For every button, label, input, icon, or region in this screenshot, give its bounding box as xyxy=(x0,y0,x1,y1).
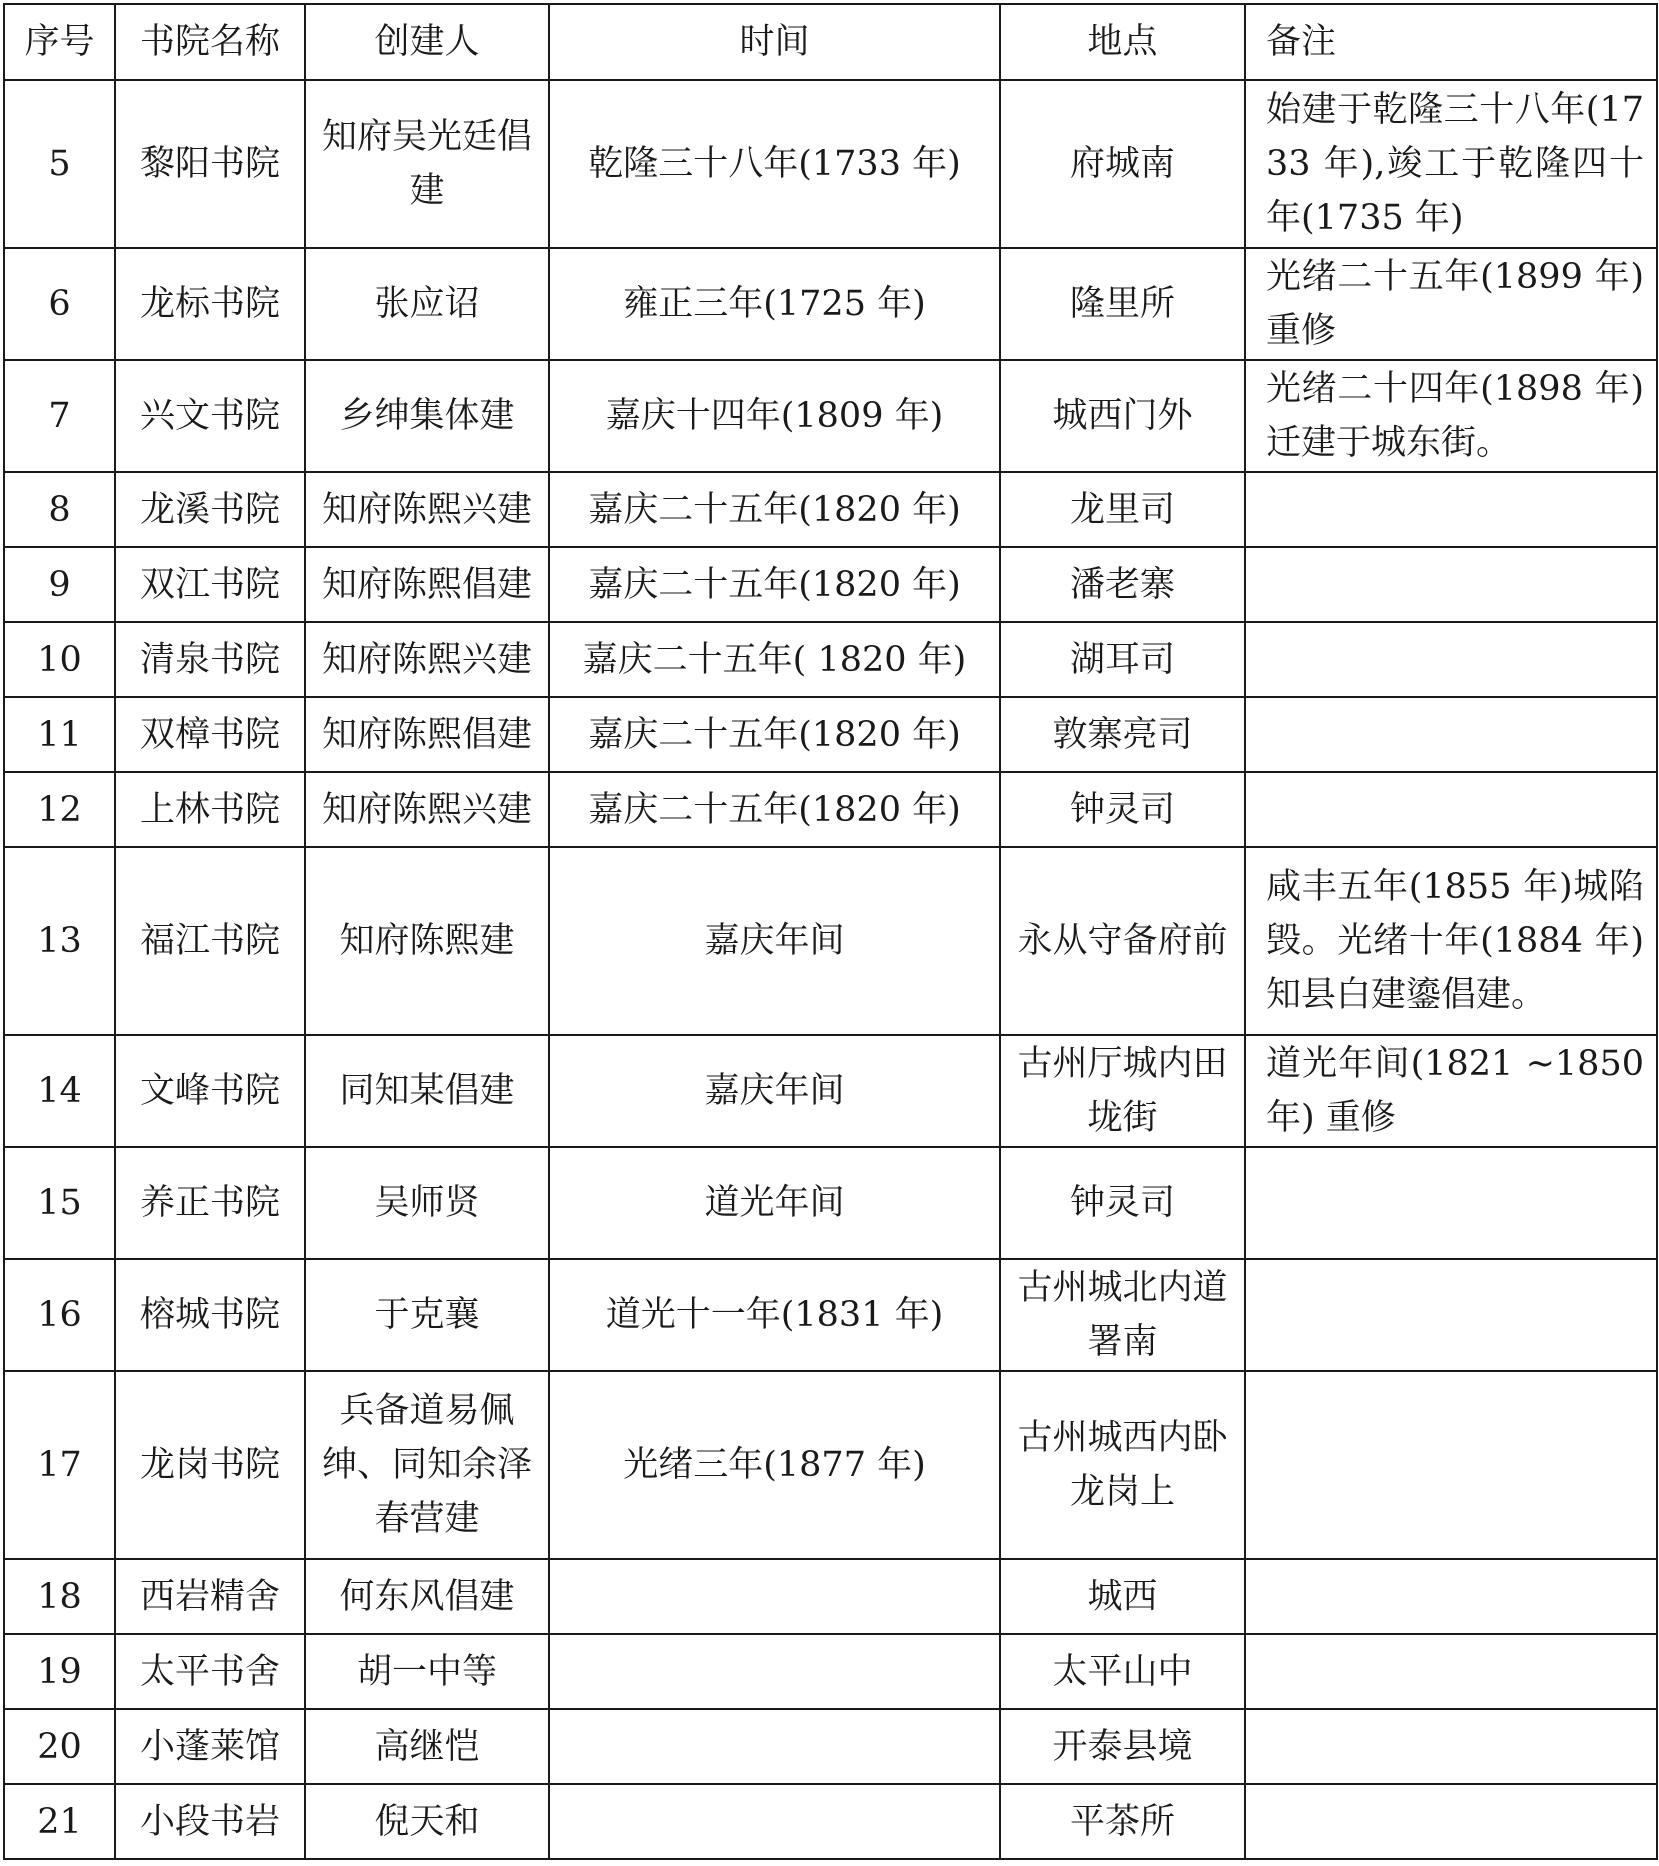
cell-founder: 知府陈熙建 xyxy=(305,847,549,1035)
cell-time: 嘉庆二十五年( 1820 年) xyxy=(549,622,1000,697)
cell-time: 嘉庆十四年(1809 年) xyxy=(549,360,1000,472)
cell-founder: 何东风倡建 xyxy=(305,1559,549,1634)
cell-no: 8 xyxy=(4,472,115,547)
cell-name: 西岩精舍 xyxy=(115,1559,305,1634)
cell-founder: 吴师贤 xyxy=(305,1147,549,1259)
cell-no: 12 xyxy=(4,772,115,847)
cell-no: 7 xyxy=(4,360,115,472)
table-row xyxy=(4,1259,1657,1371)
cell-place: 府城南 xyxy=(1000,80,1245,248)
header-no: 序号 xyxy=(4,4,115,80)
cell-note xyxy=(1245,1559,1657,1634)
header-place: 地点 xyxy=(1000,4,1245,80)
table-row xyxy=(4,547,1657,622)
cell-time: 嘉庆年间 xyxy=(549,1035,1000,1147)
cell-note xyxy=(1245,772,1657,847)
table-row xyxy=(4,472,1657,547)
cell-note xyxy=(1245,1147,1657,1259)
cell-note: 光绪二十五年(1899 年)重修 xyxy=(1245,248,1657,360)
cell-founder: 知府陈熙兴建 xyxy=(305,472,549,547)
cell-name: 太平书舍 xyxy=(115,1634,305,1709)
cell-name: 兴文书院 xyxy=(115,360,305,472)
cell-no: 13 xyxy=(4,847,115,1035)
cell-no: 15 xyxy=(4,1147,115,1259)
cell-note: 光绪二十四年(1898 年)迁建于城东街。 xyxy=(1245,360,1657,472)
table-container xyxy=(3,3,1658,1860)
cell-note: 始建于乾隆三十八年(1733 年),竣工于乾隆四十年(1735 年) xyxy=(1245,80,1657,248)
cell-no: 17 xyxy=(4,1371,115,1559)
cell-founder: 胡一中等 xyxy=(305,1634,549,1709)
cell-no: 19 xyxy=(4,1634,115,1709)
cell-name: 福江书院 xyxy=(115,847,305,1035)
cell-founder: 知府陈熙倡建 xyxy=(305,547,549,622)
cell-no: 11 xyxy=(4,697,115,772)
table-row xyxy=(4,1035,1657,1147)
cell-name: 榕城书院 xyxy=(115,1259,305,1371)
cell-place: 平茶所 xyxy=(1000,1784,1245,1859)
cell-place: 城西门外 xyxy=(1000,360,1245,472)
cell-no: 9 xyxy=(4,547,115,622)
table-row xyxy=(4,622,1657,697)
cell-time: 雍正三年(1725 年) xyxy=(549,248,1000,360)
header-time: 时间 xyxy=(549,4,1000,80)
cell-place: 永从守备府前 xyxy=(1000,847,1245,1035)
table-row xyxy=(4,697,1657,772)
cell-time xyxy=(549,1709,1000,1784)
academy-table xyxy=(3,3,1658,1860)
cell-place: 开泰县境 xyxy=(1000,1709,1245,1784)
table-row xyxy=(4,360,1657,472)
cell-name: 小蓬莱馆 xyxy=(115,1709,305,1784)
cell-no: 10 xyxy=(4,622,115,697)
cell-place: 古州厅城内田垅街 xyxy=(1000,1035,1245,1147)
cell-founder: 知府陈熙兴建 xyxy=(305,622,549,697)
cell-time: 嘉庆二十五年(1820 年) xyxy=(549,697,1000,772)
cell-note xyxy=(1245,1371,1657,1559)
cell-time: 嘉庆二十五年(1820 年) xyxy=(549,772,1000,847)
cell-founder: 同知某倡建 xyxy=(305,1035,549,1147)
cell-founder: 于克襄 xyxy=(305,1259,549,1371)
cell-time xyxy=(549,1784,1000,1859)
cell-name: 上林书院 xyxy=(115,772,305,847)
cell-no: 20 xyxy=(4,1709,115,1784)
cell-name: 养正书院 xyxy=(115,1147,305,1259)
table-row xyxy=(4,1784,1657,1859)
cell-name: 文峰书院 xyxy=(115,1035,305,1147)
cell-time xyxy=(549,1559,1000,1634)
header-founder: 创建人 xyxy=(305,4,549,80)
cell-note xyxy=(1245,697,1657,772)
cell-no: 18 xyxy=(4,1559,115,1634)
cell-name: 清泉书院 xyxy=(115,622,305,697)
cell-name: 双江书院 xyxy=(115,547,305,622)
cell-place: 古州城西内卧龙岗上 xyxy=(1000,1371,1245,1559)
table-row xyxy=(4,1147,1657,1259)
cell-time: 光绪三年(1877 年) xyxy=(549,1371,1000,1559)
cell-founder: 张应诏 xyxy=(305,248,549,360)
cell-note: 道光年间(1821 ~1850 年) 重修 xyxy=(1245,1035,1657,1147)
cell-note xyxy=(1245,547,1657,622)
cell-place: 钟灵司 xyxy=(1000,772,1245,847)
cell-place: 潘老寨 xyxy=(1000,547,1245,622)
cell-time: 嘉庆二十五年(1820 年) xyxy=(549,547,1000,622)
cell-place: 太平山中 xyxy=(1000,1634,1245,1709)
cell-founder: 乡绅集体建 xyxy=(305,360,549,472)
header-note: 备注 xyxy=(1245,4,1657,80)
cell-no: 14 xyxy=(4,1035,115,1147)
cell-note xyxy=(1245,1634,1657,1709)
cell-name: 龙溪书院 xyxy=(115,472,305,547)
cell-note: 咸丰五年(1855 年)城陷毁。光绪十年(1884 年)知县白建鎏倡建。 xyxy=(1245,847,1657,1035)
cell-founder: 倪天和 xyxy=(305,1784,549,1859)
cell-place: 敦寨亮司 xyxy=(1000,697,1245,772)
cell-no: 6 xyxy=(4,248,115,360)
cell-name: 黎阳书院 xyxy=(115,80,305,248)
cell-place: 古州城北内道署南 xyxy=(1000,1259,1245,1371)
cell-name: 小段书岩 xyxy=(115,1784,305,1859)
cell-founder: 兵备道易佩绅、同知余泽春营建 xyxy=(305,1371,549,1559)
cell-founder: 知府吴光廷倡建 xyxy=(305,80,549,248)
cell-note xyxy=(1245,1259,1657,1371)
table-row xyxy=(4,1371,1657,1559)
header-row xyxy=(4,4,1657,80)
table-row xyxy=(4,847,1657,1035)
table-row xyxy=(4,248,1657,360)
cell-time: 乾隆三十八年(1733 年) xyxy=(549,80,1000,248)
cell-note xyxy=(1245,1709,1657,1784)
cell-time xyxy=(549,1634,1000,1709)
cell-time: 道光年间 xyxy=(549,1147,1000,1259)
cell-name: 双樟书院 xyxy=(115,697,305,772)
table-row xyxy=(4,1559,1657,1634)
cell-place: 城西 xyxy=(1000,1559,1245,1634)
cell-note xyxy=(1245,1784,1657,1859)
cell-note xyxy=(1245,472,1657,547)
cell-no: 5 xyxy=(4,80,115,248)
table-row xyxy=(4,80,1657,248)
cell-time: 道光十一年(1831 年) xyxy=(549,1259,1000,1371)
table-row xyxy=(4,1634,1657,1709)
cell-time: 嘉庆二十五年(1820 年) xyxy=(549,472,1000,547)
cell-no: 21 xyxy=(4,1784,115,1859)
cell-place: 湖耳司 xyxy=(1000,622,1245,697)
header-name: 书院名称 xyxy=(115,4,305,80)
cell-note xyxy=(1245,622,1657,697)
cell-place: 隆里所 xyxy=(1000,248,1245,360)
cell-time: 嘉庆年间 xyxy=(549,847,1000,1035)
table-row xyxy=(4,1709,1657,1784)
cell-place: 钟灵司 xyxy=(1000,1147,1245,1259)
table-row xyxy=(4,772,1657,847)
cell-founder: 知府陈熙兴建 xyxy=(305,772,549,847)
cell-name: 龙标书院 xyxy=(115,248,305,360)
cell-no: 16 xyxy=(4,1259,115,1371)
cell-founder: 高继恺 xyxy=(305,1709,549,1784)
cell-founder: 知府陈熙倡建 xyxy=(305,697,549,772)
cell-place: 龙里司 xyxy=(1000,472,1245,547)
cell-name: 龙岗书院 xyxy=(115,1371,305,1559)
